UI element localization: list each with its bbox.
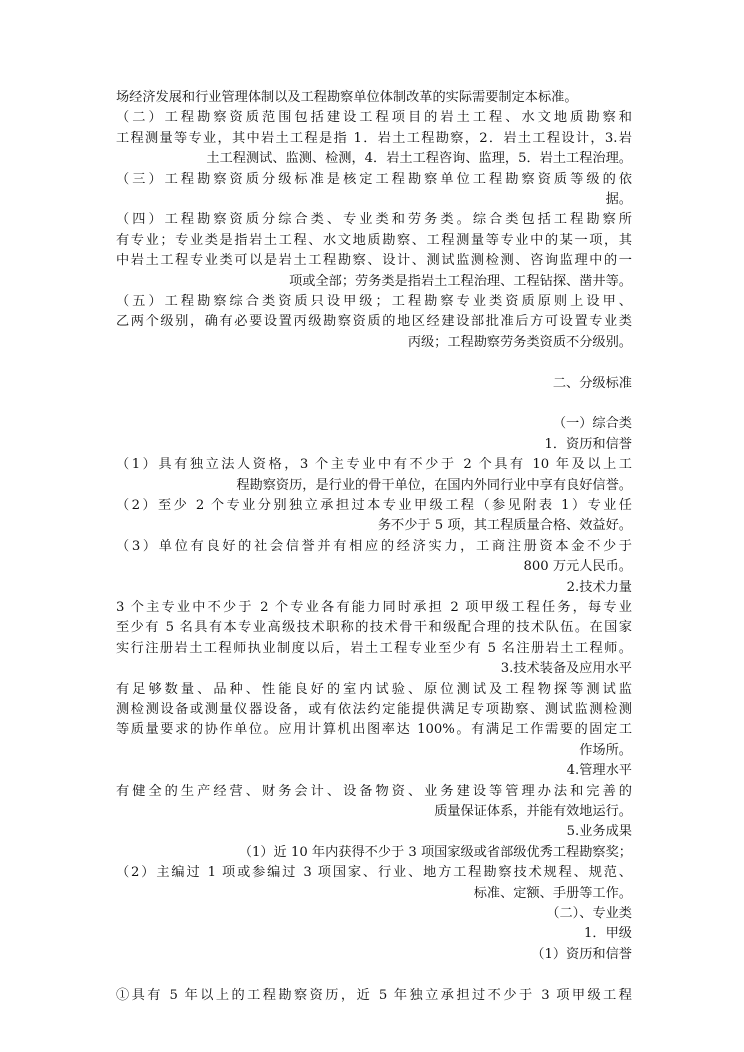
text-line: 800 万元人民币。 bbox=[523, 559, 632, 575]
text-line: （1）资历和信誉 bbox=[531, 946, 632, 962]
text-line: 土工程测试、监测、检测，4．岩土工程咨询、监理，5．岩土工程治理。 bbox=[206, 151, 632, 167]
text-line: 作场所。 bbox=[579, 742, 632, 758]
text-line: 3.技术装备及应用水平 bbox=[500, 661, 632, 677]
text-line: 2.技术力量 bbox=[566, 579, 632, 595]
text-line: （1）近 10 年内获得不少于 3 项国家级或省部级优秀工程勘察奖； bbox=[238, 844, 632, 860]
text-line: 工程测量等专业，其中岩土工程是指 1．岩土工程勘察，2．岩土工程设计，3.岩 bbox=[116, 130, 632, 146]
text-line: 据。 bbox=[605, 192, 632, 207]
text-line: （1）具有独立法人资格，3 个主专业中有不少于 2 个具有 10 年及以上工 bbox=[116, 457, 632, 473]
text-line: 二、分级标准 bbox=[552, 375, 632, 391]
text-line: 项或全部；劳务类是指岩土工程治理、工程钻探、凿井等。 bbox=[289, 273, 632, 289]
text-line: 乙两个级别，确有必要设置丙级勘察资质的地区经建设部批准后方可设置专业类 bbox=[116, 314, 632, 330]
text-line: （二）工程勘察资质范围包括建设工程项目的岩土工程、水文地质勘察和 bbox=[116, 110, 632, 126]
text-line: 丙级；工程勘察劳务类资质不分级别。 bbox=[407, 334, 632, 350]
text-line bbox=[116, 965, 632, 985]
text-line: 有足够数量、品种、性能良好的室内试验、原位测试及工程物探等测试监 bbox=[116, 681, 632, 697]
text-line: （三）工程勘察资质分级标准是核定工程勘察单位工程勘察资质等级的依 bbox=[116, 171, 632, 187]
text-line bbox=[116, 394, 632, 414]
text-line: 1．甲级 bbox=[584, 926, 632, 942]
text-line: 务不少于 5 项，其工程质量合格、效益好。 bbox=[377, 518, 632, 534]
text-line bbox=[116, 353, 632, 373]
text-line: 5.业务成果 bbox=[566, 824, 632, 840]
text-line: 1．资历和信誉 bbox=[544, 436, 632, 452]
text-line: 有专业；专业类是指岩土工程、水文地质勘察、工程测量等专业中的某一项，其 bbox=[116, 232, 632, 248]
text-line: 中岩土工程专业类可以是岩土工程勘察、设计、测试监测检测、咨询监理中的一 bbox=[116, 253, 632, 269]
text-line: 标准、定额、手册等工作。 bbox=[473, 885, 632, 901]
text-line: 有健全的生产经营、财务会计、设备物资、业务建设等管理办法和完善的 bbox=[116, 783, 632, 799]
text-line: （一）综合类 bbox=[552, 416, 632, 432]
text-line: （3）单位有良好的社会信誉并有相应的经济实力，工商注册资本金不少于 bbox=[116, 538, 632, 554]
text-line: （四）工程勘察资质分综合类、专业类和劳务类。综合类包括工程勘察所 bbox=[116, 212, 632, 228]
text-line: （二）、专业类 bbox=[546, 906, 632, 921]
text-line: 至少有 5 名具有本专业高级技术职称的技术骨干和级配合理的技术队伍。在国家 bbox=[116, 620, 632, 636]
text-line: 实行注册岩土工程师执业制度以后，岩土工程专业至少有 5 名注册岩土工程师。 bbox=[116, 640, 632, 656]
text-line: 等质量要求的协作单位。应用计算机出图率达 100%。有满足工作需要的固定工 bbox=[116, 722, 632, 738]
text-line: ①具有 5 年以上的工程勘察资历，近 5 年独立承担过不少于 3 项甲级工程 bbox=[116, 987, 632, 1003]
text-line: （2）至少 2 个专业分别独立承担过本专业甲级工程（参见附表 1）专业任 bbox=[116, 498, 632, 513]
text-line: 场经济发展和行业管理体制以及工程勘察单位体制改革的实际需要制定本标准。 bbox=[116, 90, 578, 105]
text-line: 测检测设备或测量仪器设备，或有依法约定能提供满足专项勘察、测试监测检测 bbox=[116, 702, 632, 717]
text-line: （2）主编过 1 项或参编过 3 项国家、行业、地方工程勘察技术规程、规范、 bbox=[116, 865, 632, 881]
text-line: （五）工程勘察综合类资质只设甲级；工程勘察专业类资质原则上设甲、 bbox=[116, 294, 632, 309]
text-line: 程勘察资历，是行业的骨干单位，在国内外同行业中享有良好信誉。 bbox=[236, 477, 632, 493]
text-line: 4.管理水平 bbox=[566, 763, 632, 779]
text-line: 3 个主专业中不少于 2 个专业各有能力同时承担 2 项甲级工程任务，每专业 bbox=[116, 600, 632, 615]
text-line: 质量保证体系，并能有效地运行。 bbox=[434, 804, 632, 819]
